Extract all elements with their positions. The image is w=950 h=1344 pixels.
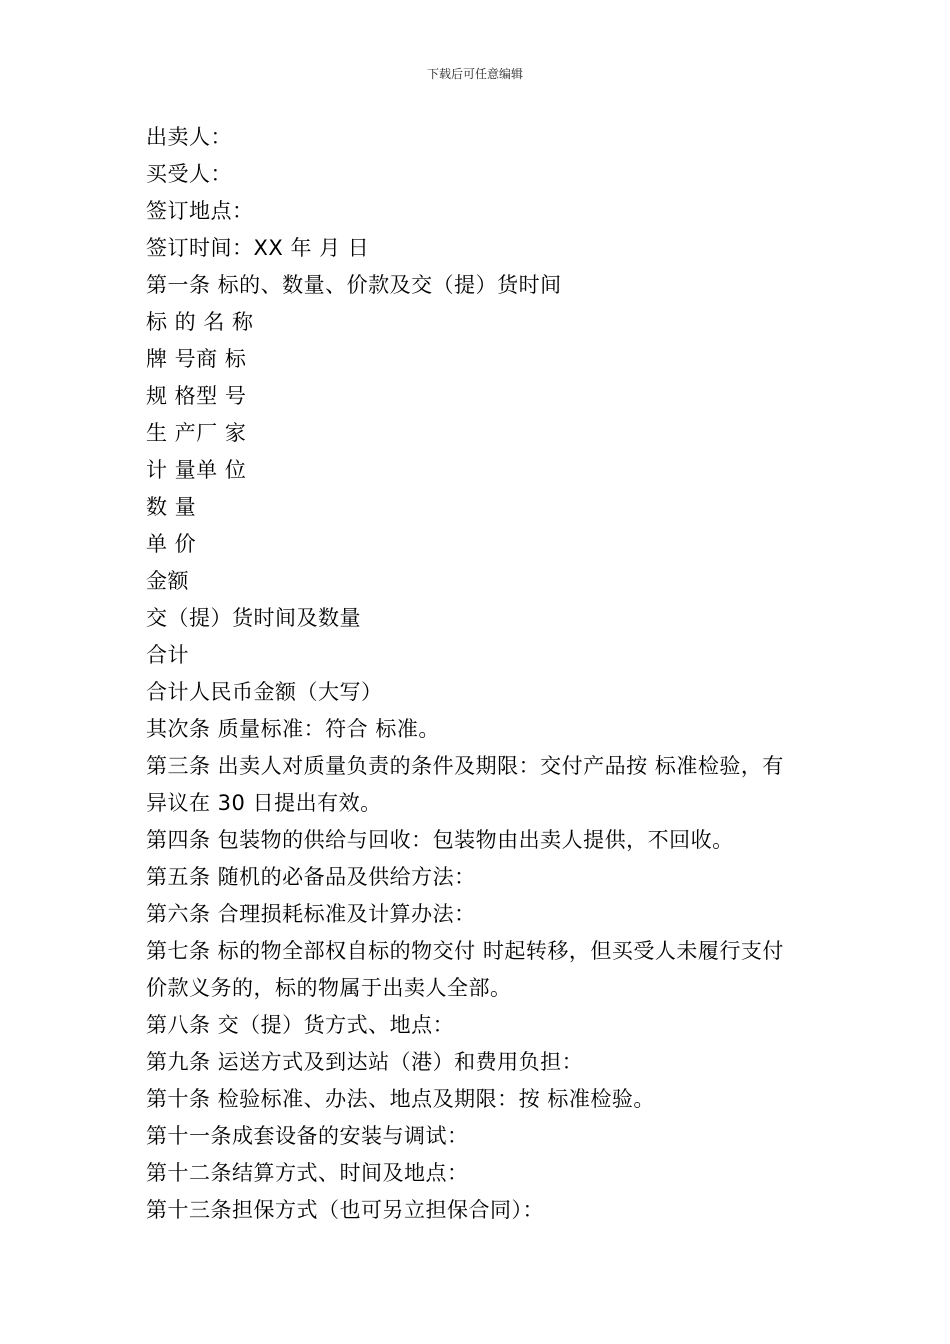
article-13: 第十三条担保方式（也可另立担保合同）： [146,1198,544,1222]
contract-body [146,119,812,1229]
buyer-line: 买受人： [146,162,232,186]
article-7-line-2: 价款义务的，标的物属于出卖人全部。 [146,976,512,1000]
article-6: 第六条 合理损耗标准及计算办法： [146,902,476,926]
field-item-name: 标 的 名 称 [146,310,254,334]
signing-date-line: 签订时间：XX 年 月 日 [146,236,370,260]
field-amount: 金额 [146,569,189,593]
article-3-line-2: 异议在 30 日提出有效。 [146,791,382,815]
article-11: 第十一条成套设备的安装与调试： [146,1124,469,1148]
article-8: 第八条 交（提）货方式、地点： [146,1013,455,1037]
article-12: 第十二条结算方式、时间及地点： [146,1161,469,1185]
field-manufacturer: 生 产厂 家 [146,421,247,445]
field-spec-model: 规 格型 号 [146,384,247,408]
article-7-line-1: 第七条 标的物全部权自标的物交付 时起转移，但买受人未履行支付 [146,939,784,963]
article-9: 第九条 运送方式及到达站（港）和费用负担： [146,1050,584,1074]
field-unit: 计 量单 位 [146,458,247,482]
field-quantity: 数 量 [146,495,197,519]
page-header-note: 下载后可任意编辑 [426,67,523,81]
article-10: 第十条 检验标准、办法、地点及期限：按 标准检验。 [146,1087,655,1111]
article-5: 第五条 随机的必备品及供给方法： [146,865,476,889]
field-delivery-time-qty: 交（提）货时间及数量 [146,606,361,630]
signing-place-line: 签订地点： [146,199,254,223]
field-total: 合计 [146,643,189,667]
article-3-line-1: 第三条 出卖人对质量负责的条件及期限：交付产品按 标准检验，有 [146,754,784,778]
article-1-heading: 第一条 标的、数量、价款及交（提）货时间 [146,273,562,297]
article-2: 其次条 质量标准：符合 标准。 [146,717,440,741]
field-unit-price: 单 价 [146,532,197,556]
field-brand-trademark: 牌 号商 标 [146,347,247,371]
article-4: 第四条 包装物的供给与回收：包装物由出卖人提供，不回收。 [146,828,734,852]
field-total-rmb-uppercase: 合计人民币金额（大写） [146,680,383,704]
seller-line: 出卖人： [146,125,232,149]
